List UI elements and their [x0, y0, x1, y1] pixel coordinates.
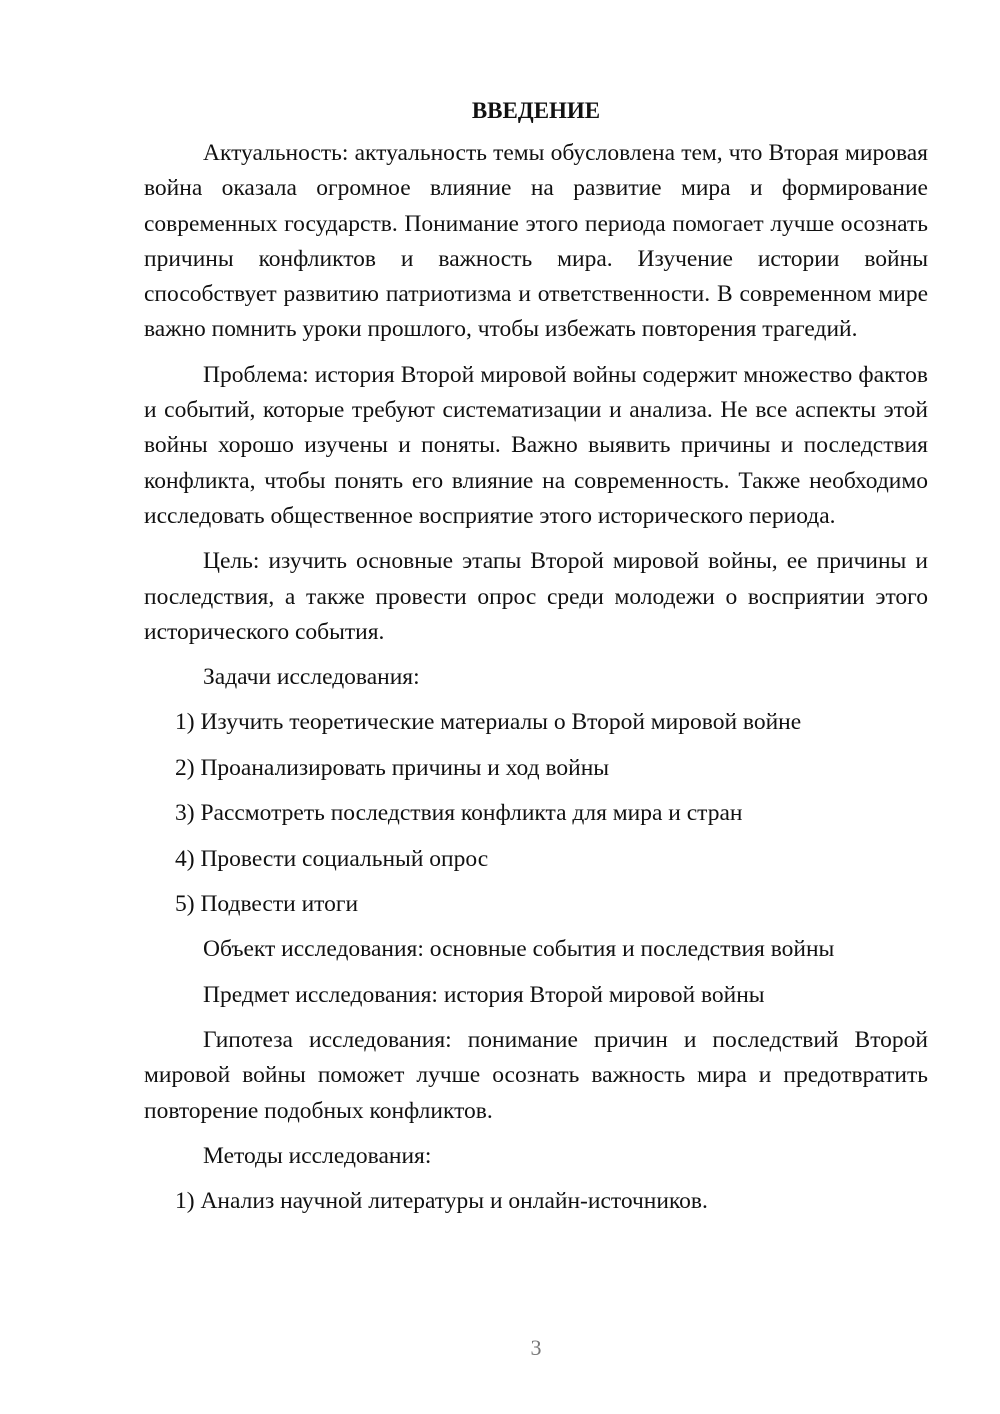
list-item: 5) Подвести итоги	[175, 891, 359, 918]
list-item: 3) Рассмотреть последствия конфликта для мира и стран	[175, 800, 743, 827]
relevance-paragraph: Актуальность: актуальность темы обусловлена тем, что Вторая мировая война оказала огромное влияние на развитие мира и формирование современных государств. Понимание этого периода помогает лучше осознать причины конфликтов и важность мира. Изучение истории войны способствует развитию патриотизма и ответственности. В современном мире важно помнить уроки прошлого, чтобы избежать повторения трагедий.	[144, 140, 928, 343]
hypothesis-paragraph: Гипотеза исследования: понимание причин и последствий Второй мировой войны поможет лучше осознать важность мира и предотвратить повторение подобных конфликтов.	[144, 1027, 928, 1124]
list-item: 2) Проанализировать причины и ход войны	[175, 754, 610, 781]
goal-paragraph: Цель: изучить основные этапы Второй мировой войны, ее причины и последствия, а также провести опрос среди молодежи о восприятии этого исторического события.	[144, 548, 928, 645]
list-item: 1) Анализ научной литературы и онлайн-источников.	[175, 1188, 708, 1215]
problem-paragraph: Проблема: история Второй мировой войны содержит множество фактов и событий, которые требуют систематизации и анализа. Не все аспекты этой войны хорошо изучены и поняты. Важно выявить причины и последствия конфликта, чтобы понять его влияние на современность. Также необходимо исследовать общественное восприятие этого исторического периода.	[144, 361, 928, 529]
page-content	[144, 96, 928, 1230]
methods-list	[144, 1184, 928, 1219]
page-number: 3	[530, 1335, 542, 1360]
section-title: ВВЕДЕНИЕ	[471, 98, 601, 123]
tasks-list	[144, 705, 928, 922]
methods-heading: Методы исследования:	[203, 1142, 432, 1169]
list-item: 4) Провести социальный опрос	[175, 845, 489, 872]
list-item: 1) Изучить теоретические материалы о Второй мировой войне	[175, 709, 802, 736]
object-paragraph: Объект исследования: основные события и последствия войны	[203, 936, 835, 963]
subject-paragraph: Предмет исследования: история Второй мировой войны	[203, 981, 765, 1008]
tasks-heading: Задачи исследования:	[203, 664, 420, 691]
